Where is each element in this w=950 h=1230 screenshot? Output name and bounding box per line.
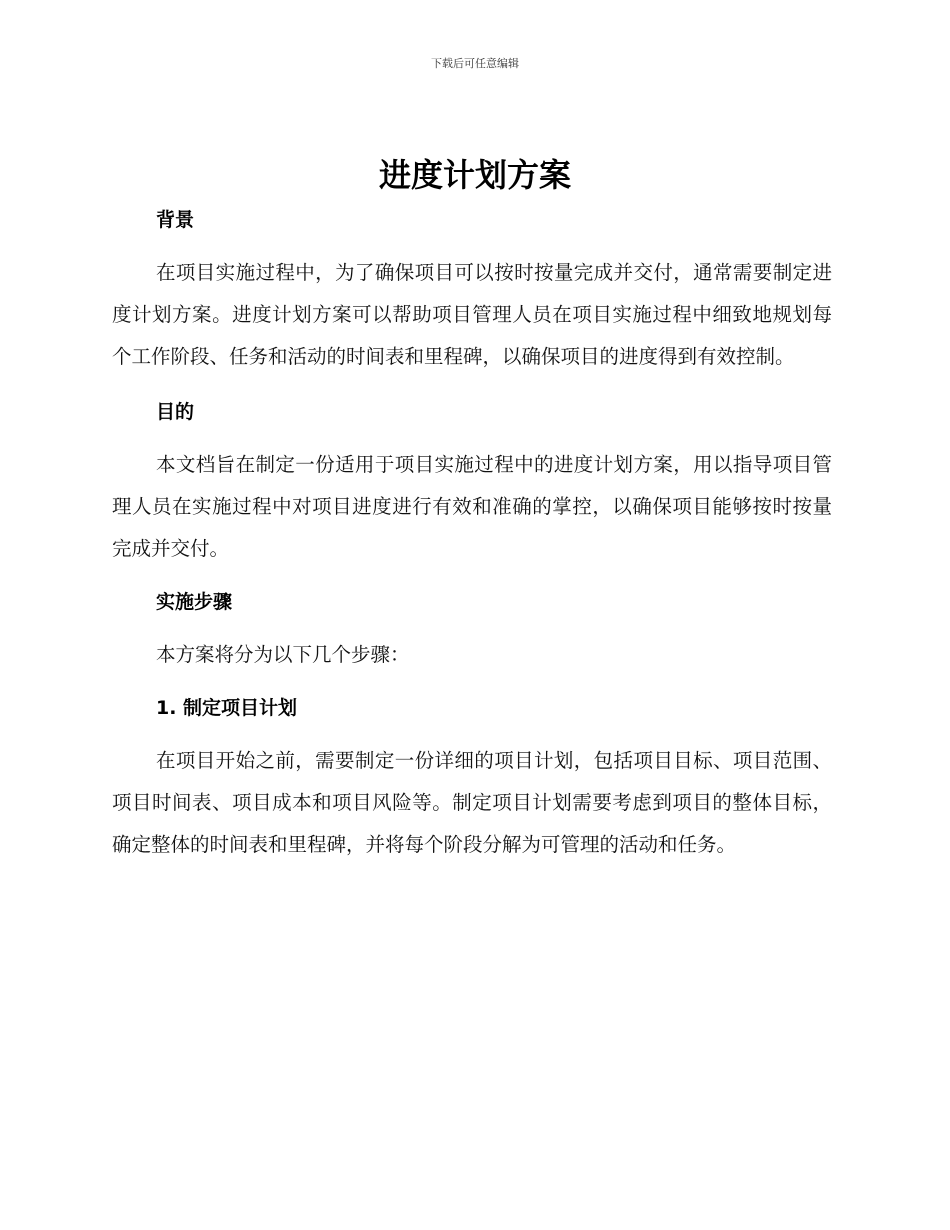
section-heading-steps: 实施步骤	[156, 591, 233, 613]
section-paragraph-purpose: 本文档旨在制定一份适用于项目实施过程中的进度计划方案，用以指导项目管理人员在实施过程中对项目进度进行有效和准确的掌控，以确保项目能够按时按量完成并交付。	[112, 453, 832, 560]
section-paragraph-background: 在项目实施过程中，为了确保项目可以按时按量完成并交付，通常需要制定进度计划方案。进度计划方案可以帮助项目管理人员在项目实施过程中细致地规划每个工作阶段、任务和活动的时间表和里程碑，以确保项目的进度得到有效控制。	[112, 261, 832, 368]
section-heading-purpose: 目的	[156, 401, 195, 423]
header-note: 下载后可任意编辑	[431, 57, 519, 70]
section-heading-step1: 1. 制定项目计划	[156, 697, 298, 719]
section-heading-background: 背景	[156, 209, 195, 231]
document-title: 进度计划方案	[378, 156, 571, 194]
section-paragraph-step1: 在项目开始之前，需要制定一份详细的项目计划，包括项目目标、项目范围、项目时间表、项目成本和项目风险等。制定项目计划需要考虑到项目的整体目标，确定整体的时间表和里程碑，并将每个阶段分解为可管理的活动和任务。	[112, 749, 832, 856]
section-paragraph-steps: 本方案将分为以下几个步骤：	[156, 643, 410, 666]
document-body	[112, 198, 832, 866]
